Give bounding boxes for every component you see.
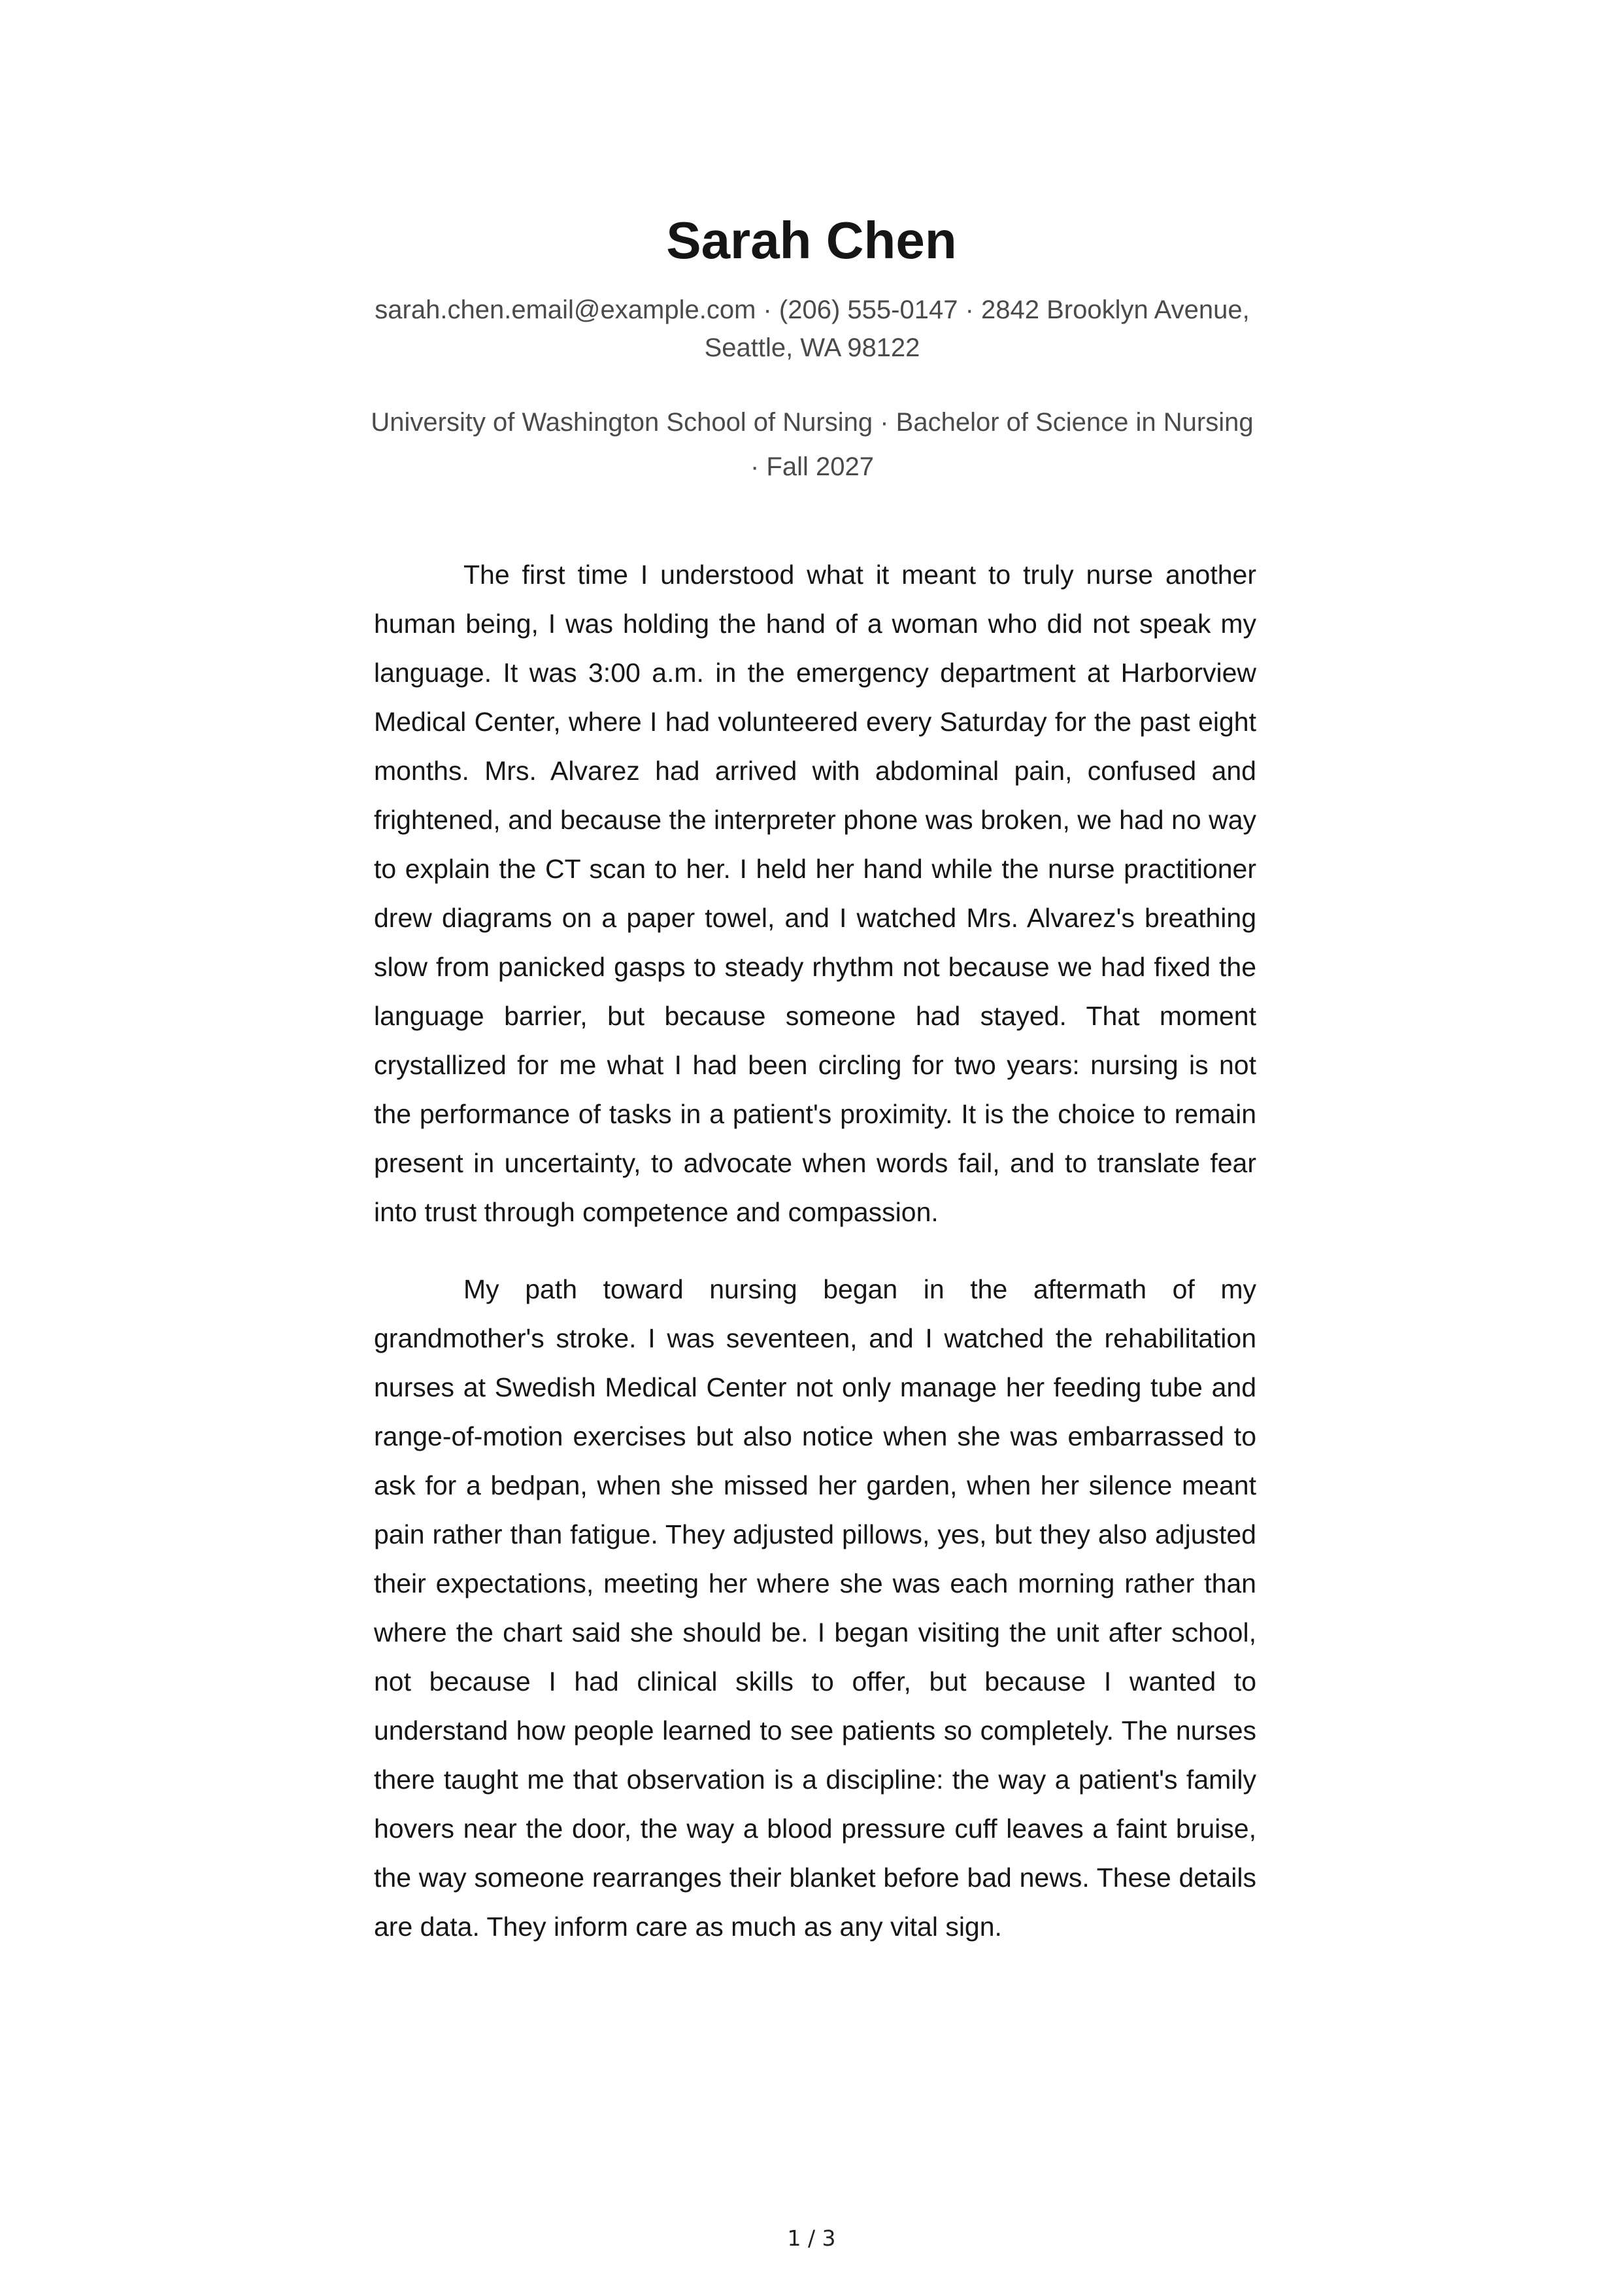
essay-paragraph: My path toward nursing began in the aftermath of my grandmother's stroke. I was seventeen, and I watched the rehabilitation nurses at Swedish Medical Center not only manage her feeding tube and range-of-motion exercises but also notice when she was embarrassed to ask for a bedpan, when she missed her garden, when her silence meant pain rather than fatigue. They adjusted pillows, yes, but they also adjusted their expectations, meeting her where she was each morning rather than where the chart said she should be. I began visiting the unit after school, not because I had clinical skills to offer, but because I wanted to understand how people learned to see patients so completely. The nurses there taught me that observation is a discipline: the way a patient's family hovers near the door, the way a blood pressure cuff leaves a faint bruise, the way someone rearranges their blanket before bad news. These details are data. They inform care as much as any vital sign. xyxy=(374,1274,1256,1942)
program-info: University of Washington School of Nursing · Bachelor of Science in Nursing · Fall 2027 xyxy=(371,408,1254,481)
essay-body xyxy=(374,550,1256,1980)
page-number: 1 / 3 xyxy=(787,2225,836,2251)
contact-info: sarah.chen.email@example.com · (206) 555-0147 · 2842 Brooklyn Avenue, Seattle, WA 98122 xyxy=(375,295,1250,362)
essay-paragraph: The first time I understood what it meant to truly nurse another human being, I was holding the hand of a woman who did not speak my language. It was 3:00 a.m. in the emergency department at Harborview Medical Center, where I had volunteered every Saturday for the past eight months. Mrs. Alvarez had arrived with abdominal pain, confused and frightened, and because the interpreter phone was broken, we had no way to explain the CT scan to her. I held her hand while the nurse practitioner drew diagrams on a paper towel, and I watched Mrs. Alvarez's breathing slow from panicked gasps to steady rhythm not because we had fixed the language barrier, but because someone had stayed. That moment crystallized for me what I had been circling for two years: nursing is not the performance of tasks in a patient's proximity. It is the choice to remain present in uncertainty, to advocate when words fail, and to translate fear into trust through competence and compassion. xyxy=(374,560,1256,1227)
applicant-name: Sarah Chen xyxy=(666,211,957,269)
